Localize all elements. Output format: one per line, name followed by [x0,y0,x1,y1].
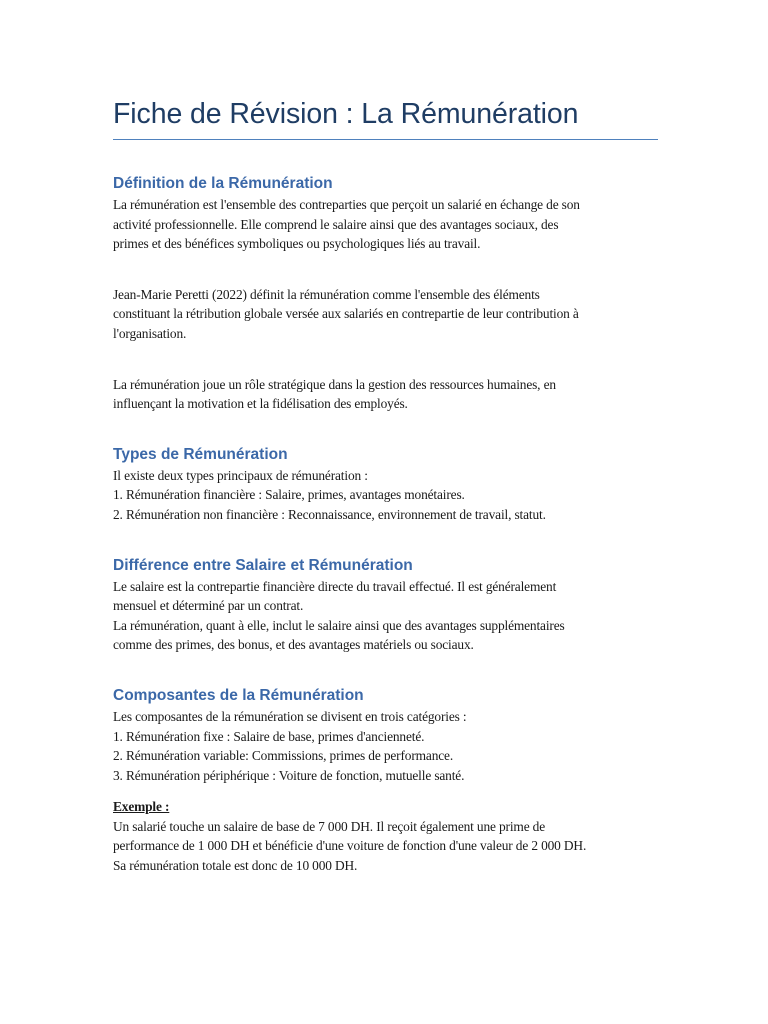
example-block [113,797,658,875]
paragraph [113,195,658,254]
text-line: La rémunération est l'ensemble des contreparties que perçoit un salarié en échange de son [113,197,580,212]
text-line: mensuel et déterminé par un contrat. [113,598,304,614]
text-line: Il existe deux types principaux de rémunération : [113,467,368,483]
document-title: Fiche de Révision : La Rémunération [113,98,579,130]
section-heading: Composantes de la Rémunération [113,686,364,704]
list-item: 1. Rémunération fixe : Salaire de base, primes d'ancienneté. [113,728,425,744]
list-item: 2. Rémunération variable: Commissions, primes de performance. [113,748,454,764]
list-item: 1. Rémunération financière : Salaire, primes, avantages monétaires. [113,487,465,503]
text-line: influençant la motivation et la fidélisation des employés. [113,396,408,412]
text-line: performance de 1 000 DH et bénéficie d'une voiture de fonction d'une valeur de 2 000 DH. [113,838,587,854]
text-line: Jean-Marie Peretti (2022) définit la rémunération comme l'ensemble des éléments [113,286,540,302]
paragraph [113,466,658,525]
section-heading: Différence entre Salaire et Rémunération [113,556,413,574]
document-page [113,92,658,876]
text-line: Les composantes de la rémunération se divisent en trois catégories : [113,708,467,724]
text-line: La rémunération joue un rôle stratégique dans la gestion des ressources humaines, en [113,376,556,392]
paragraph [113,707,658,785]
text-line: comme des primes, des bonus, et des avantages matériels ou sociaux. [113,637,474,653]
title-underline [113,139,658,140]
section-difference [113,555,658,655]
list-item: 2. Rémunération non financière : Reconnaissance, environnement de travail, statut. [113,506,546,522]
section-types [113,444,658,525]
text-line: activité professionnelle. Elle comprend le salaire ainsi que des avantages sociaux, des [113,216,559,232]
text-line: Sa rémunération totale est donc de 10 000 DH. [113,858,358,874]
paragraph [113,375,658,414]
text-line: l'organisation. [113,325,187,341]
paragraph [113,577,658,655]
text-line: primes et des bénéfices symboliques ou psychologiques liés au travail. [113,236,481,252]
section-heading: Types de Rémunération [113,445,288,463]
section-heading: Définition de la Rémunération [113,175,333,192]
example-label: Exemple : [113,799,170,815]
text-line: constituant la rétribution globale versée aux salariés en contrepartie de leur contribution à [113,306,579,322]
section-definition [113,173,658,414]
text-line: Un salarié touche un salaire de base de 7 000 DH. Il reçoit également une prime de [113,818,546,834]
section-composantes [113,685,658,876]
text-line: Le salaire est la contrepartie financière directe du travail effectué. Il est généralement [113,578,557,594]
list-item: 3. Rémunération périphérique : Voiture de fonction, mutuelle santé. [113,767,465,783]
text-line: La rémunération, quant à elle, inclut le salaire ainsi que des avantages supplémentaires [113,617,565,633]
paragraph [113,285,658,344]
